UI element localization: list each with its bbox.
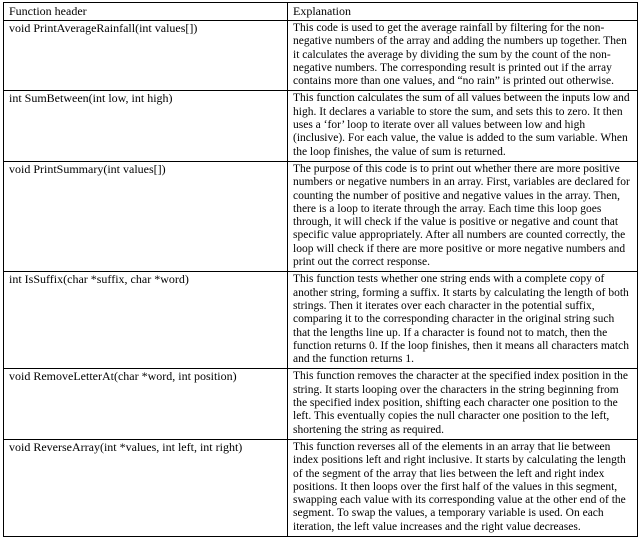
table-header-row — [4, 3, 638, 21]
column-header-function: Function header — [4, 3, 288, 21]
explanation-cell: This function tests whether one string ends with a complete copy of another string, forming a suffix. It starts by calculating the length of both strings. Then it iterates over each character in the potential suffix, comparing it to the corresponding character in the original string such that the lengths line up. If a character is found not to match, then the function returns 0. If the loop finishes, then it means all characters match and the function returns 1. — [288, 272, 638, 369]
table-row — [4, 439, 638, 536]
explanation-cell: The purpose of this code is to print out whether there are more positive numbers or negative numbers in an array. First, variables are declared for counting the number of positive and negative values in the array. Then, there is a loop to iterate through the array. Each time this loop goes through, it will check if the value is positive or negative and count that specific value appropriately. After all numbers are counted correctly, the loop will check if there are more positive or more negative numbers and print out the correct response. — [288, 161, 638, 271]
function-header-cell: void RemoveLetterAt(char *word, int position) — [4, 369, 288, 439]
explanation-cell: This function reverses all of the elements in an array that lie between index positions left and right inclusive. It starts by calculating the length of the segment of the array that lies between the left and right index positions. It then loops over the first half of the values in this segment, swapping each value with its corresponding value at the other end of the segment. To swap the values, a temporary variable is used. On each iteration, the left value increases and the right value decreases. — [288, 439, 638, 536]
explanation-cell: This function calculates the sum of all values between the inputs low and high. It declares a variable to store the sum, and sets this to zero. It then uses a ‘for’ loop to iterate over all values between low and high (inclusive). For each value, the value is added to the sum variable. When the loop finishes, the value of sum is returned. — [288, 91, 638, 161]
explanation-cell: This code is used to get the average rainfall by filtering for the non-negative numbers of the array and adding the numbers up together. Then it calculates the average by dividing the sum by the count of the non-negative numbers. The corresponding result is printed out if the array contains more than one values, and “no rain” is printed out otherwise. — [288, 21, 638, 91]
table-row — [4, 91, 638, 161]
function-header-cell: void PrintAverageRainfall(int values[]) — [4, 21, 288, 91]
table-row — [4, 272, 638, 369]
explanation-cell: This function removes the character at the specified index position in the string. It starts looping over the characters in the string beginning from the specified index position, shifting each character one position to the left. This eventually copies the null character one position to the left, shortening the string as required. — [288, 369, 638, 439]
table-row — [4, 21, 638, 91]
function-header-cell: int SumBetween(int low, int high) — [4, 91, 288, 161]
functions-table — [3, 2, 638, 537]
table-row — [4, 161, 638, 271]
function-header-cell: int IsSuffix(char *suffix, char *word) — [4, 272, 288, 369]
function-header-cell: void PrintSummary(int values[]) — [4, 161, 288, 271]
function-header-cell: void ReverseArray(int *values, int left, int right) — [4, 439, 288, 536]
table-row — [4, 369, 638, 439]
column-header-explanation: Explanation — [288, 3, 638, 21]
